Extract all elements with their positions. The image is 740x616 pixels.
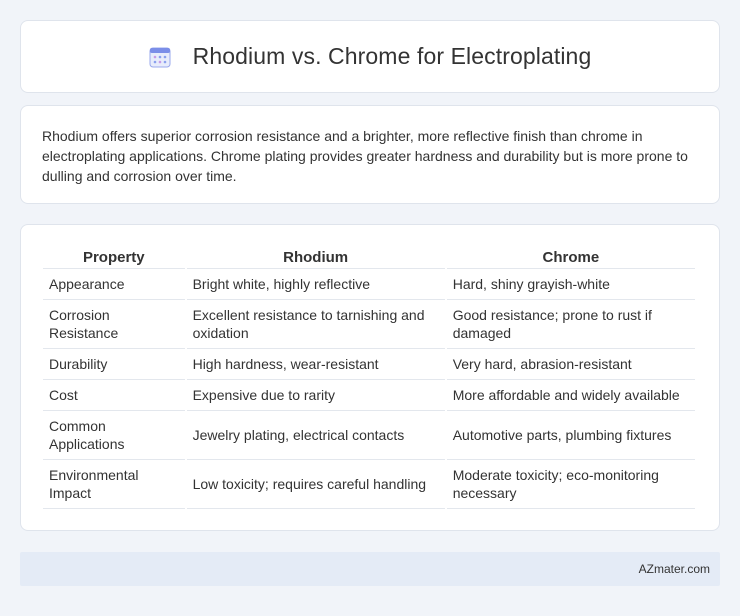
rhodium-cell: Low toxicity; requires careful handling: [187, 460, 445, 509]
property-cell: Appearance: [43, 269, 185, 300]
table-row: [43, 380, 695, 411]
summary-card: [20, 105, 720, 204]
property-cell: Environmental Impact: [43, 460, 185, 509]
footer: [20, 552, 720, 586]
comparison-table: [41, 245, 697, 509]
table-row: [43, 349, 695, 380]
chrome-cell: Very hard, abrasion-resistant: [447, 349, 695, 380]
rhodium-cell: High hardness, wear-resistant: [187, 349, 445, 380]
property-cell: Corrosion Resistance: [43, 300, 185, 349]
rhodium-cell: Excellent resistance to tarnishing and oxidation: [187, 300, 445, 349]
property-cell: Durability: [43, 349, 185, 380]
rhodium-cell: Expensive due to rarity: [187, 380, 445, 411]
calendar-icon: [149, 46, 171, 68]
rhodium-cell: Bright white, highly reflective: [187, 269, 445, 300]
table-row: [43, 269, 695, 300]
summary-text: Rhodium offers superior corrosion resistance and a brighter, more reflective finish than chrome in electroplating applications. Chrome plating provides greater hardness and durability but is more prone to dulling and corrosion over time.: [42, 128, 688, 184]
chrome-cell: Automotive parts, plumbing fixtures: [447, 411, 695, 460]
property-cell: Cost: [43, 380, 185, 411]
table-row: [43, 460, 695, 509]
title-card: [20, 20, 720, 93]
chrome-cell: Hard, shiny grayish-white: [447, 269, 695, 300]
chrome-cell: Good resistance; prone to rust if damaged: [447, 300, 695, 349]
footer-brand: AZmater.com: [638, 562, 710, 576]
property-cell: Common Applications: [43, 411, 185, 460]
table-row: [43, 411, 695, 460]
chrome-cell: Moderate toxicity; eco-monitoring necessary: [447, 460, 695, 509]
page-title: Rhodium vs. Chrome for Electroplating: [192, 43, 592, 69]
column-header-rhodium: Rhodium: [187, 245, 445, 269]
column-header-chrome: Chrome: [447, 245, 695, 269]
chrome-cell: More affordable and widely available: [447, 380, 695, 411]
table-card: [20, 224, 720, 531]
table-header-row: [43, 245, 695, 269]
table-row: [43, 300, 695, 349]
column-header-property: Property: [43, 245, 185, 269]
rhodium-cell: Jewelry plating, electrical contacts: [187, 411, 445, 460]
